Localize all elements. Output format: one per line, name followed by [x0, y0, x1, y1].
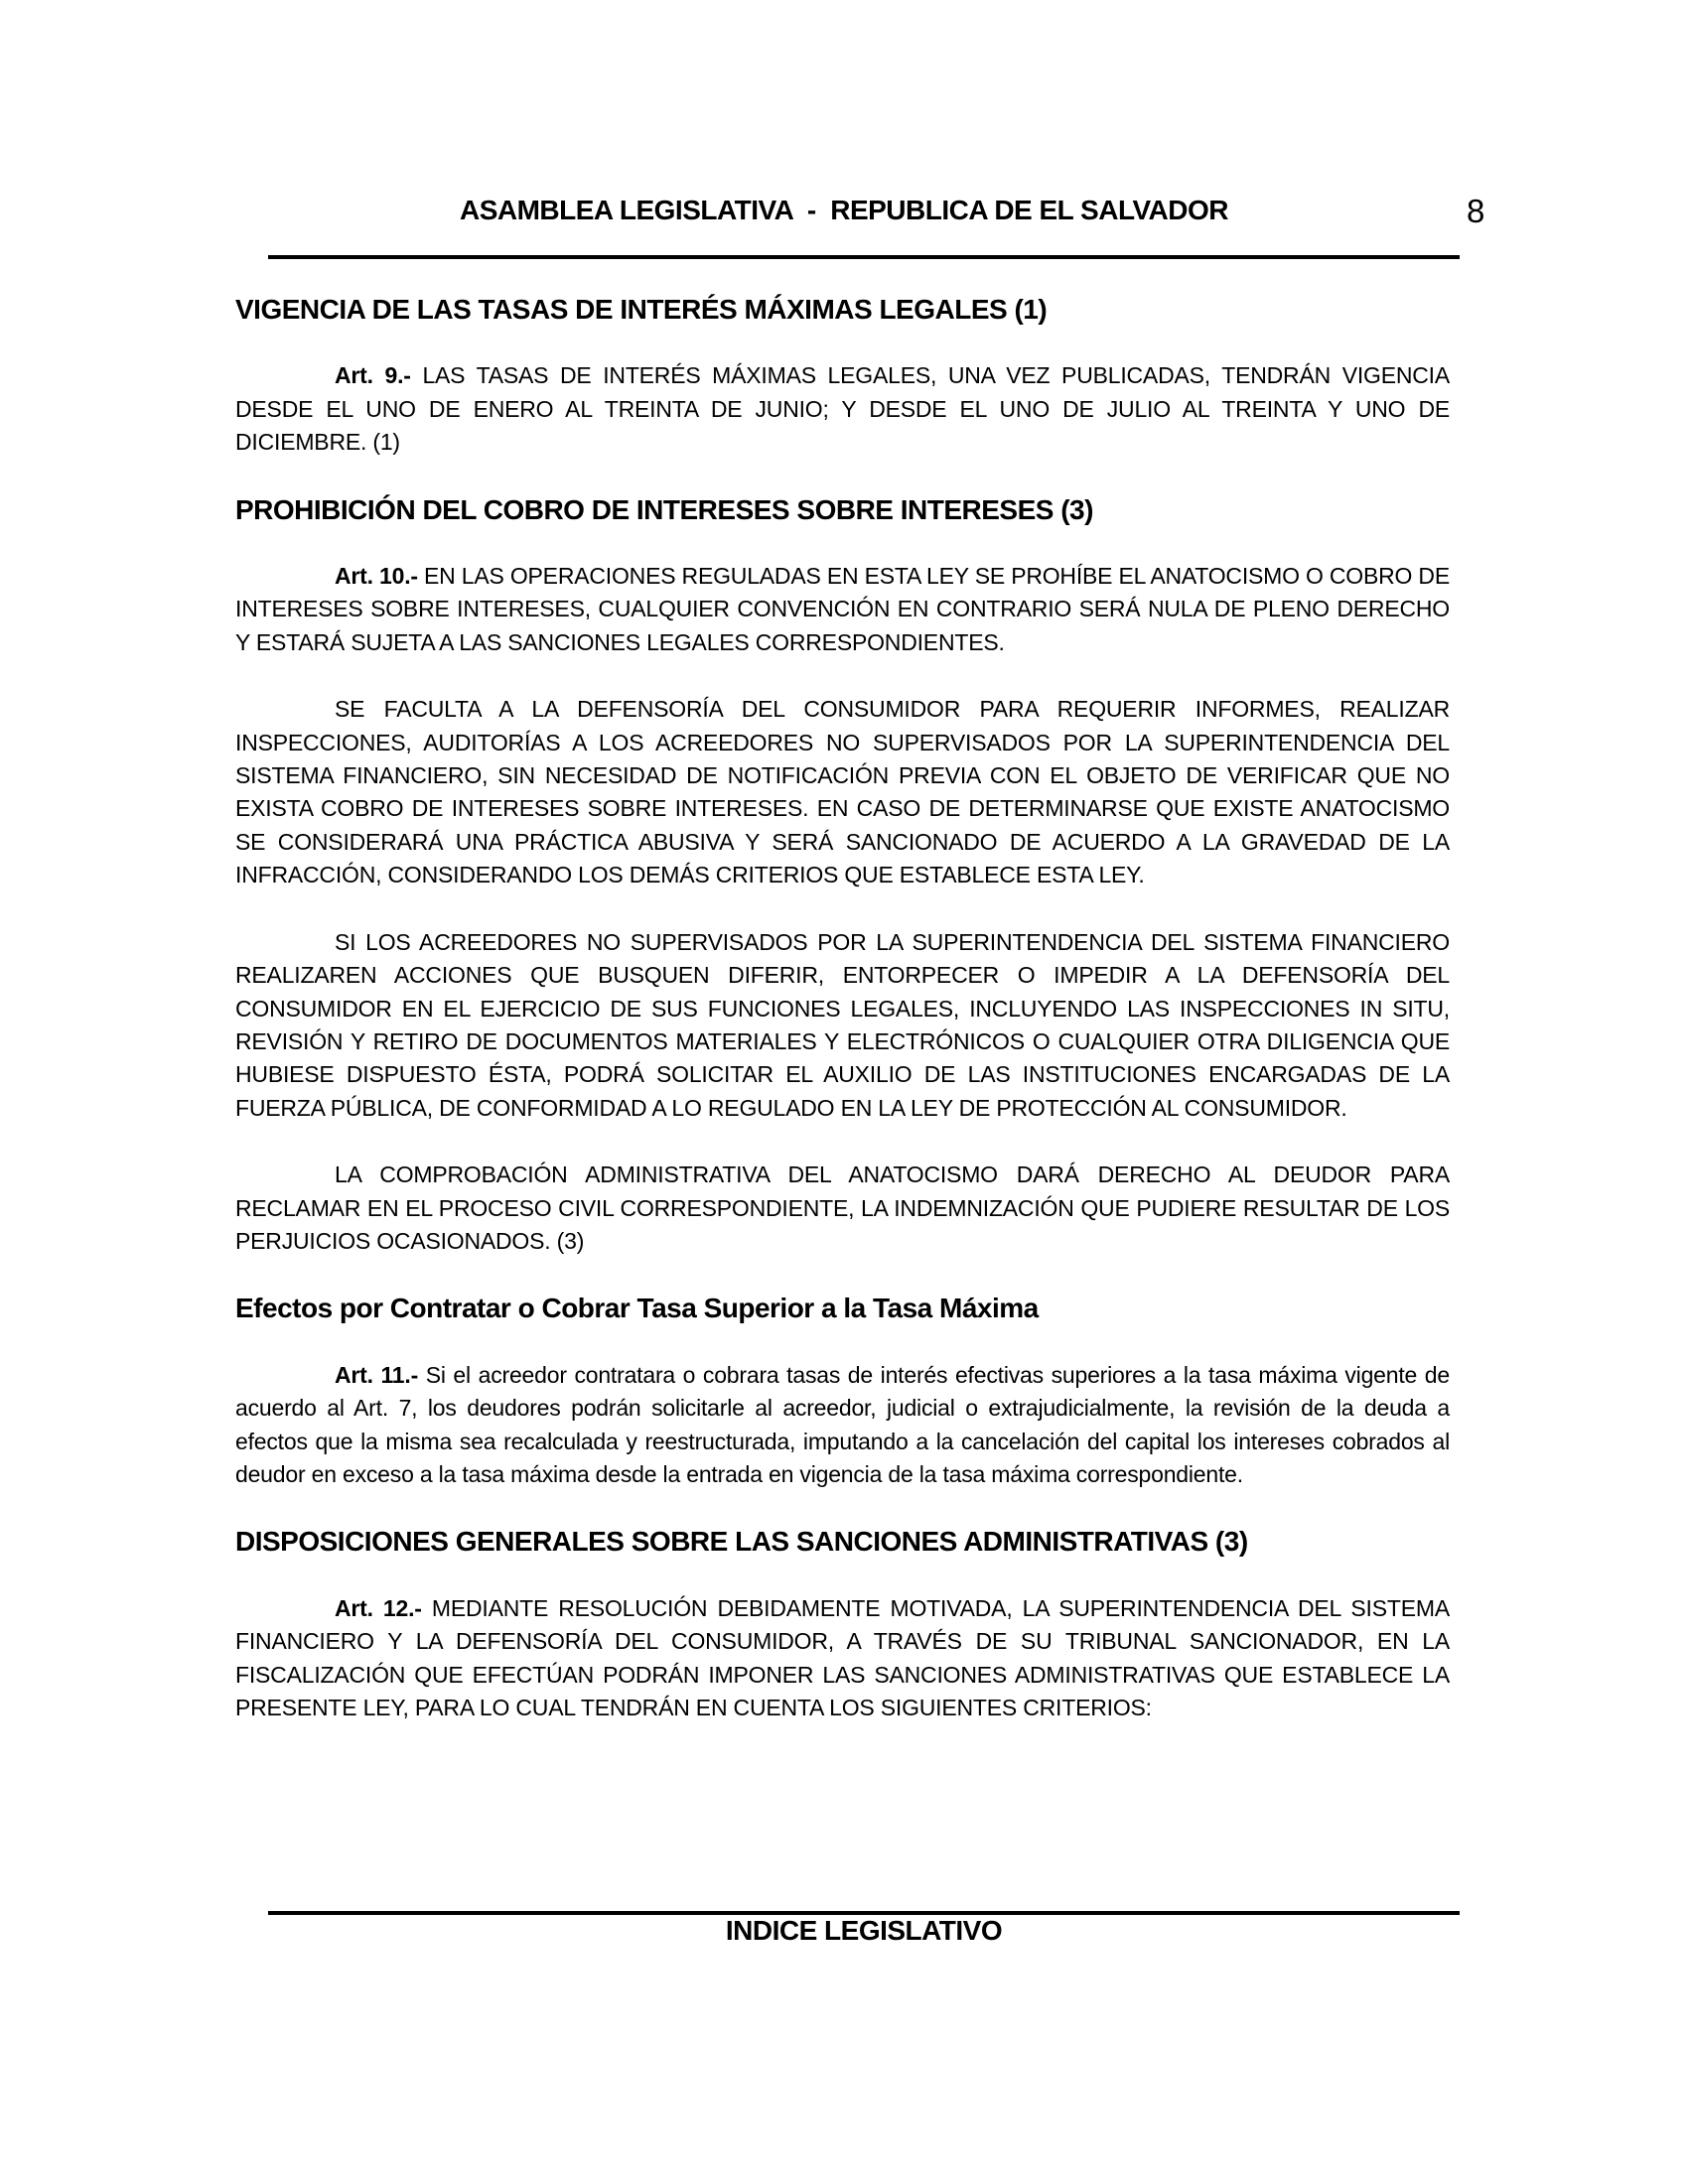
- page-number: 8: [1467, 193, 1485, 229]
- heading-efectos-tasa-superior: Efectos por Contratar o Cobrar Tasa Superior a la Tasa Máxima: [235, 1293, 1039, 1324]
- paragraph-acreedores-no-supervisados: [235, 926, 1450, 1125]
- article-11-text: Si el acreedor contratara o cobrara tasas de interés efectivas superiores a la tasa máxima vigente de acuerdo al Art. 7, los deudores podrán solicitarle al acreedor, judicial o extrajudicialmente, la revisión de la deuda a efectos que la misma sea recalculada y reestructurada, imputando a la cancelación del capital los intereses cobrados al deudor en exceso a la tasa máxima desde la entrada en vigencia de la tasa máxima correspondiente.: [235, 1361, 1450, 1487]
- document-body: [235, 293, 1450, 1758]
- heading-vigencia-tasas: VIGENCIA DE LAS TASAS DE INTERÉS MÁXIMAS LEGALES (1): [235, 294, 1048, 325]
- article-9-text: LAS TASAS DE INTERÉS MÁXIMAS LEGALES, UNA VEZ PUBLICADAS, TENDRÁN VIGENCIA DESDE EL UNO DE ENERO AL TREINTA DE JUNIO; Y DESDE EL UNO DE JULIO AL TREINTA Y UNO DE DICIEMBRE. (1): [235, 362, 1451, 456]
- paragraph-art-9: [235, 359, 1450, 459]
- paragraph-comprobacion-administrativa: [235, 1159, 1450, 1258]
- heading-prohibicion-cobro: PROHIBICIÓN DEL COBRO DE INTERESES SOBRE INTERESES (3): [235, 493, 1093, 525]
- heading-disposiciones-generales: DISPOSICIONES GENERALES SOBRE LAS SANCIONES ADMINISTRATIVAS (3): [235, 1526, 1248, 1558]
- paragraph-art-12: [235, 1592, 1450, 1725]
- article-12-label: Art. 12.-: [335, 1594, 422, 1621]
- paragraph-acreedores-no-supervisados-text: SI LOS ACREEDORES NO SUPERVISADOS POR LA SUPERINTENDENCIA DEL SISTEMA FINANCIERO REALIZAREN ACCIONES QUE BUSQUEN DIFERIR, ENTORPECER O IMPEDIR A LA DEFENSORÍA DEL CONSUMIDOR EN EL EJERCICIO DE SUS FUNCIONES LEGALES, INCLUYENDO LAS INSPECCIONES IN SITU, REVISIÓN Y RETIRO DE DOCUMENTOS MATERIALES Y ELECTRÓNICOS O CUALQUIER OTRA DILIGENCIA QUE HUBIESE DISPUESTO ÉSTA, PODRÁ SOLICITAR EL AUXILIO DE LAS INSTITUCIONES ENCARGADAS DE LA FUERZA PÚBLICA, DE CONFORMIDAD A LO REGULADO EN LA LEY DE PROTECCIÓN AL CONSUMIDOR.: [235, 928, 1450, 1121]
- article-12-text: MEDIANTE RESOLUCIÓN DEBIDAMENTE MOTIVADA, LA SUPERINTENDENCIA DEL SISTEMA FINANCIERO Y LA DEFENSORÍA DEL CONSUMIDOR, A TRAVÉS DE SU TRIBUNAL SANCIONADOR, EN LA FISCALIZACIÓN QUE EFECTÚAN PODRÁN IMPONER LAS SANCIONES ADMINISTRATIVAS QUE ESTABLECE LA PRESENTE LEY, PARA LO CUAL TENDRÁN EN CUENTA LOS SIGUIENTES CRITERIOS:: [235, 1594, 1450, 1720]
- article-10-text: EN LAS OPERACIONES REGULADAS EN ESTA LEY SE PROHÍBE EL ANATOCISMO O COBRO DE INTERESES SOBRE INTERESES, CUALQUIER CONVENCIÓN EN CONTRARIO SERÁ NULA DE PLENO DERECHO Y ESTARÁ SUJETA A LAS SANCIONES LEGALES CORRESPONDIENTES.: [235, 563, 1450, 655]
- paragraph-facultad-defensoria-text: SE FACULTA A LA DEFENSORÍA DEL CONSUMIDOR PARA REQUERIR INFORMES, REALIZAR INSPECCIONES, AUDITORÍAS A LOS ACREEDORES NO SUPERVISADOS POR LA SUPERINTENDENCIA DEL SISTEMA FINANCIERO, SIN NECESIDAD DE NOTIFICACIÓN PREVIA CON EL OBJETO DE VERIFICAR QUE NO EXISTA COBRO DE INTERESES SOBRE INTERESES. EN CASO DE DETERMINARSE QUE EXISTE ANATOCISMO SE CONSIDERARÁ UNA PRÁCTICA ABUSIVA Y SERÁ SANCIONADO DE ACUERDO A LA GRAVEDAD DE LA INFRACCIÓN, CONSIDERANDO LOS DEMÁS CRITERIOS QUE ESTABLECE ESTA LEY.: [235, 696, 1450, 888]
- paragraph-art-10: [235, 560, 1450, 659]
- footer-label: INDICE LEGISLATIVO: [725, 1915, 1003, 1946]
- article-9-label: Art. 9.-: [335, 362, 411, 389]
- paragraph-comprobacion-administrativa-text: LA COMPROBACIÓN ADMINISTRATIVA DEL ANATOCISMO DARÁ DERECHO AL DEUDOR PARA RECLAMAR EN EL PROCESO CIVIL CORRESPONDIENTE, LA INDEMNIZACIÓN QUE PUDIERE RESULTAR DE LOS PERJUICIOS OCASIONADOS. (3): [235, 1161, 1450, 1254]
- paragraph-facultad-defensoria: [235, 693, 1450, 891]
- header-divider-rule: [268, 255, 1460, 259]
- article-11-label: Art. 11.-: [335, 1361, 419, 1388]
- page-header-title: ASAMBLEA LEGISLATIVA - REPUBLICA DE EL SALVADOR: [459, 195, 1229, 225]
- paragraph-art-11: [235, 1359, 1450, 1492]
- article-10-label: Art. 10.-: [335, 563, 418, 590]
